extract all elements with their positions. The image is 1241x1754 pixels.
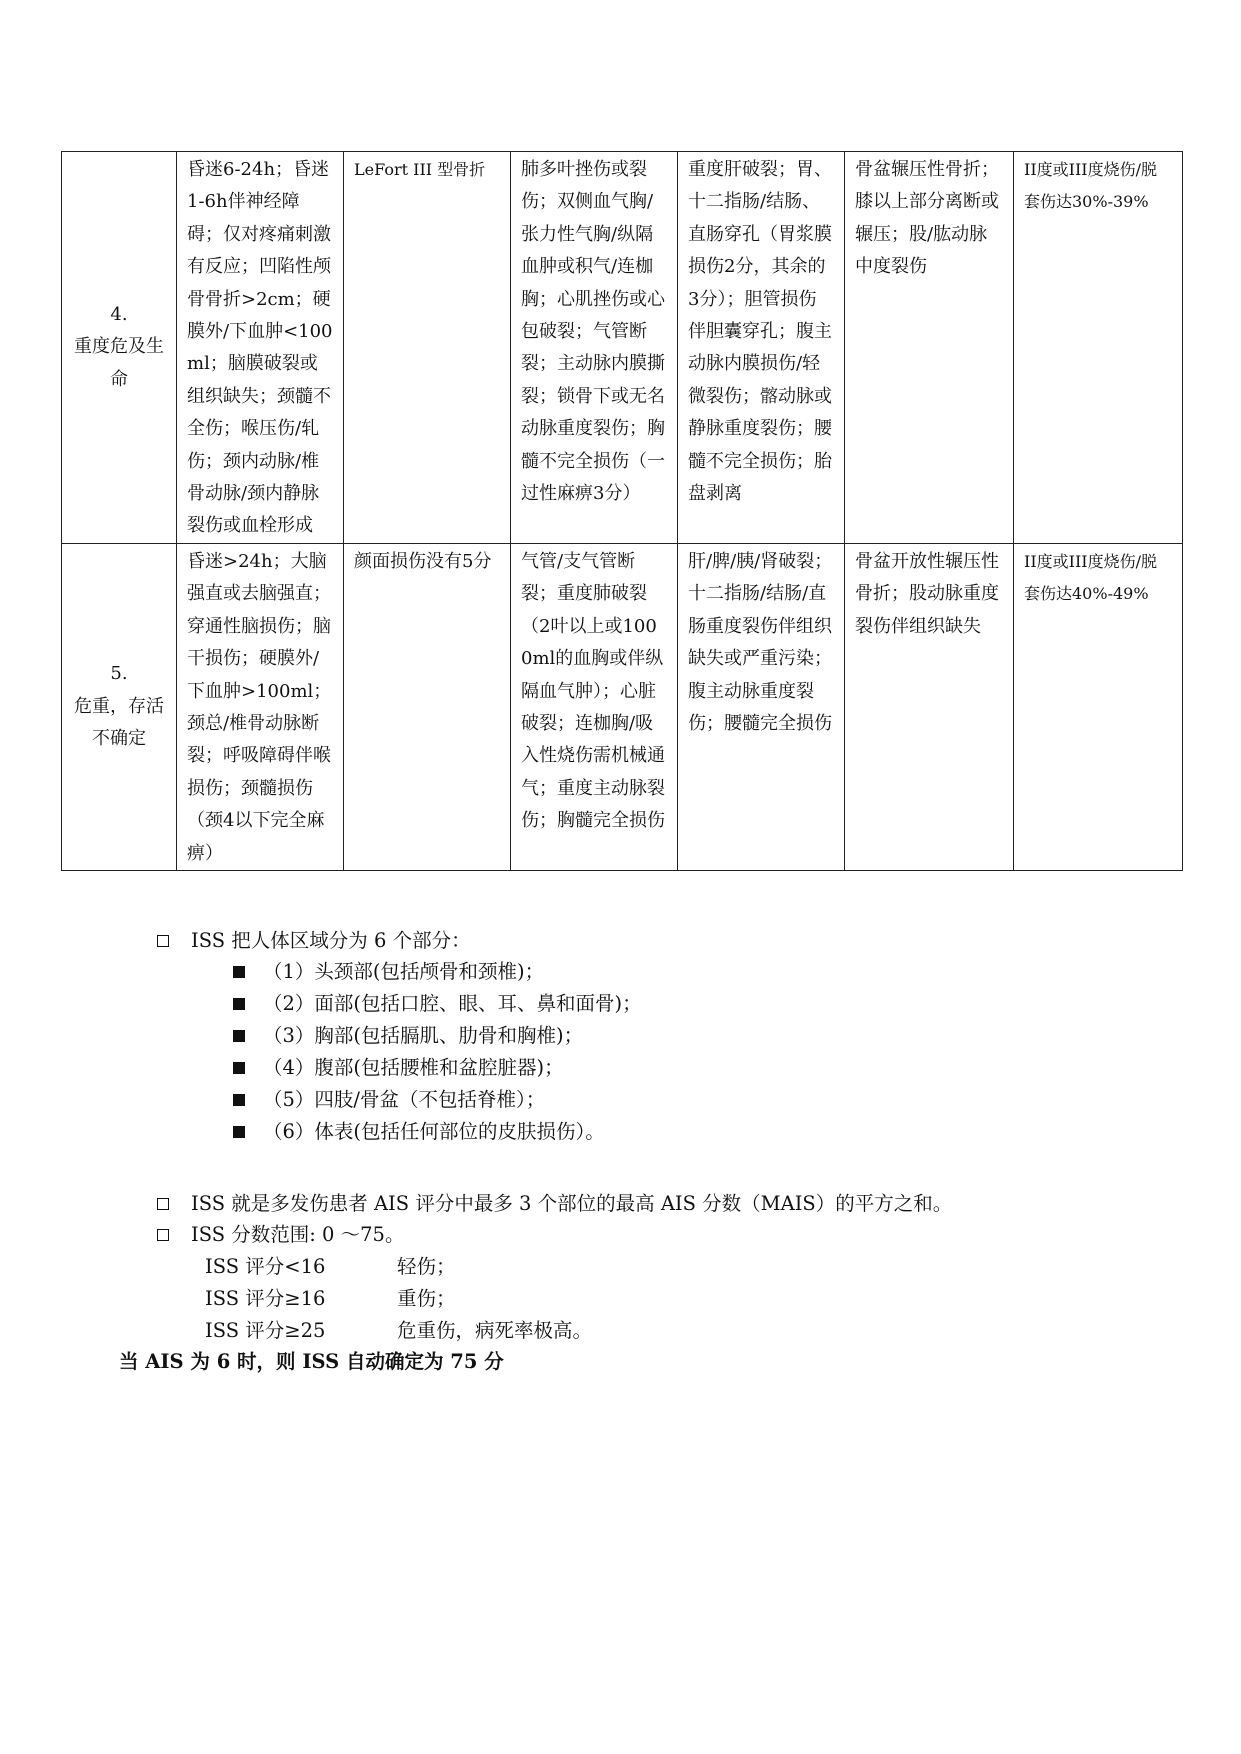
head-neck-cell: 昏迷>24h；大脑强直或去脑强直；穿通性脑损伤；脑干损伤；硬膜外/下血肿>100ml；颈总/椎骨动脉断裂；呼吸障碍伴喉损伤；颈髓损伤（颈4以下完全麻痹）	[177, 543, 344, 870]
regions-intro: ISS 把人体区域分为 6 个部分：	[191, 929, 471, 952]
square-bullet-icon	[233, 1030, 245, 1042]
checkbox-bullet-icon	[157, 1229, 169, 1241]
limbs-pelvis-cell: 骨盆开放性辗压性骨折；股动脉重度裂伤伴组织缺失	[845, 543, 1014, 870]
conclusion: 当 AIS 为 6 时，则 ISS 自动确定为 75 分	[119, 1350, 504, 1373]
level-name: 重度危及生命	[74, 336, 164, 390]
body-surface-cell: II度或III度烧伤/脱套伤达30%-39%	[1014, 152, 1183, 544]
square-bullet-icon	[233, 1062, 245, 1074]
severity-level-cell	[62, 543, 177, 870]
level-number: 4.	[110, 303, 128, 325]
region-label: （1）头颈部(包括颅骨和颈椎)；	[263, 960, 545, 983]
face-cell: LeFort III 型骨折	[344, 152, 511, 544]
square-bullet-icon	[233, 966, 245, 978]
region-label: （3）胸部(包括膈肌、肋骨和胸椎)；	[263, 1024, 584, 1047]
grade-score: ISS 评分≥16	[205, 1287, 326, 1310]
abdomen-cell: 重度肝破裂；胃、十二指肠/结肠、直肠穿孔（胃浆膜损伤2分，其余的3分）；胆管损伤伴胆囊穿孔；腹主动脉内膜损伤/轻微裂伤；髂动脉或静脉重度裂伤；腰髓不完全损伤；胎盘剥离	[678, 152, 845, 544]
severity-level-cell	[62, 152, 177, 544]
grade-score: ISS 评分≥25	[205, 1319, 326, 1342]
region-label: （4）腹部(包括腰椎和盆腔脏器)；	[263, 1056, 564, 1079]
chest-cell: 气管/支气管断裂；重度肺破裂（2叶以上或1000ml的血胸或伴纵隔血气肿）；心脏破裂；连枷胸/吸入性烧伤需机械通气；重度主动脉裂伤；胸髓完全损伤	[511, 543, 678, 870]
square-bullet-icon	[233, 998, 245, 1010]
region-label: （6）体表(包括任何部位的皮肤损伤）。	[263, 1120, 605, 1143]
checkbox-bullet-icon	[157, 1198, 169, 1210]
face-cell: 颜面损伤没有5分	[344, 543, 511, 870]
table-row	[62, 543, 1183, 870]
abdomen-cell: 肝/脾/胰/肾破裂；十二指肠/结肠/直肠重度裂伤伴组织缺失或严重污染；腹主动脉重度裂伤；腰髓完全损伤	[678, 543, 845, 870]
iss-range: ISS 分数范围: 0 ～75。	[191, 1223, 405, 1246]
square-bullet-icon	[233, 1126, 245, 1138]
checkbox-bullet-icon	[157, 935, 169, 947]
region-label: （2）面部(包括口腔、眼、耳、鼻和面骨)；	[263, 992, 642, 1015]
square-bullet-icon	[233, 1094, 245, 1106]
body-surface-cell: II度或III度烧伤/脱套伤达40%-49%	[1014, 543, 1183, 870]
limbs-pelvis-cell: 骨盆辗压性骨折；膝以上部分离断或辗压；股/肱动脉中度裂伤	[845, 152, 1014, 544]
table-row	[62, 152, 1183, 544]
grade-score: ISS 评分<16	[205, 1255, 326, 1278]
region-label: （5）四肢/骨盆（不包括脊椎）；	[263, 1088, 546, 1111]
grade-meaning: 重伤；	[397, 1287, 456, 1310]
iss-definition: ISS 就是多发伤患者 AIS 评分中最多 3 个部位的最高 AIS 分数（MAIS）的平方之和。	[191, 1192, 953, 1215]
chest-cell: 肺多叶挫伤或裂伤；双侧血气胸/张力性气胸/纵隔血肿或积气/连枷胸；心肌挫伤或心包破裂；气管断裂；主动脉内膜撕裂；锁骨下或无名动脉重度裂伤；胸髓不完全损伤（一过性麻痹3分）	[511, 152, 678, 544]
head-neck-cell: 昏迷6-24h；昏迷1-6h伴神经障碍；仅对疼痛刺激有反应；凹陷性颅骨骨折>2cm；硬膜外/下血肿<100ml；脑膜破裂或组织缺失；颈髓不全伤；喉压伤/轧伤；颈内动脉/椎骨动脉/颈内静脉裂伤或血栓形成	[177, 152, 344, 544]
grade-meaning: 轻伤；	[397, 1255, 456, 1278]
grade-meaning: 危重伤，病死率极高。	[397, 1319, 593, 1342]
ais-severity-table	[61, 151, 1183, 871]
level-name: 危重，存活不确定	[74, 695, 164, 750]
level-number: 5.	[110, 663, 128, 685]
